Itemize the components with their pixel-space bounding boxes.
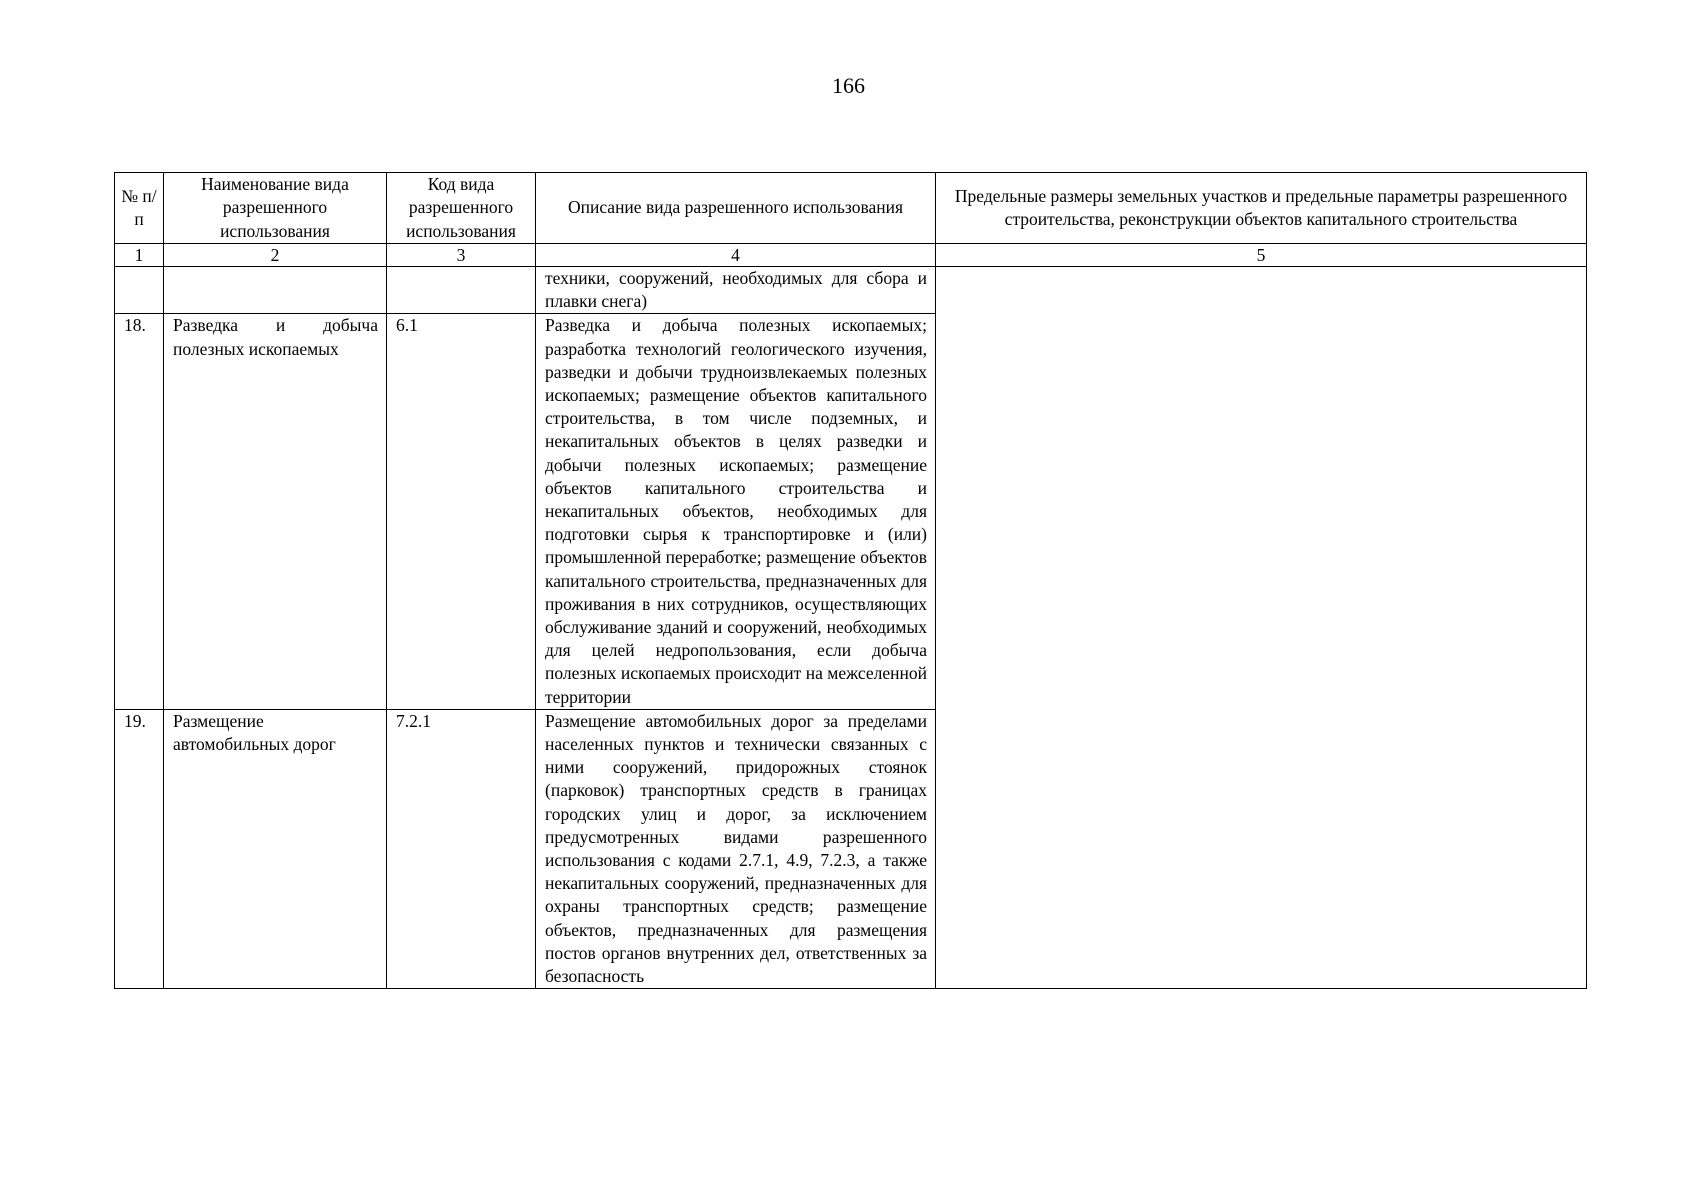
column-numbers-row — [115, 244, 1587, 267]
row-number-cell: 18. — [115, 314, 164, 709]
header-use-code: Код вида разрешенного использования — [387, 173, 536, 244]
use-code-cell: 6.1 — [387, 314, 536, 709]
limits-cell — [936, 267, 1587, 989]
permitted-use-table — [114, 172, 1587, 989]
use-description-cell: Размещение автомобильных дорог за пределами населенных пунктов и технически связанных с ними сооружений, придорожных стоянок (парковок) транспортных средств в границах городских улиц и дорог, за исключением предусмотренных видами разрешенного использования с кодами 2.7.1, 4.9, 7.2.3, а также некапитальных сооружений, предназначенных для охраны транспортных средств; размещение объектов, предназначенных для размещения постов органов внутренних дел, ответственных за безопасность — [536, 709, 936, 988]
column-number: 2 — [164, 244, 387, 267]
use-code-cell — [387, 267, 536, 314]
row-number-cell: 19. — [115, 709, 164, 988]
header-use-name: Наименование вида разрешенного использования — [164, 173, 387, 244]
column-number: 1 — [115, 244, 164, 267]
use-name-cell: Разведка и добыча полезных ископаемых — [164, 314, 387, 709]
use-description-cell: техники, сооружений, необходимых для сбора и плавки снега) — [536, 267, 936, 314]
table-header-row — [115, 173, 1587, 244]
page-number: 166 — [832, 73, 865, 98]
use-name-cell: Размещение автомобильных дорог — [164, 709, 387, 988]
column-number: 4 — [536, 244, 936, 267]
header-limits: Предельные размеры земельных участков и предельные параметры разрешенного строительства, реконструкции объектов капитального строительства — [936, 173, 1587, 244]
use-name-cell — [164, 267, 387, 314]
use-code-cell: 7.2.1 — [387, 709, 536, 988]
use-description-cell: Разведка и добыча полезных ископаемых; разработка технологий геологического изучения, разведки и добычи трудноизвлекаемых полезных ископаемых; размещение объектов капитального строительства, в том числе подземных, и некапитальных объектов в целях разведки и добычи полезных ископаемых; размещение объектов капитального строительства и некапитальных объектов, необходимых для подготовки сырья к транспортировке и (или) промышленной переработке; размещение объектов капитального строительства, предназначенных для проживания в них сотрудников, осуществляющих обслуживание зданий и сооружений, необходимых для целей недропользования, если добыча полезных ископаемых происходит на межселенной территории — [536, 314, 936, 709]
column-number: 3 — [387, 244, 536, 267]
column-number: 5 — [936, 244, 1587, 267]
table-row — [115, 267, 1587, 314]
row-number-cell — [115, 267, 164, 314]
header-number: № п/п — [115, 173, 164, 244]
header-use-description: Описание вида разрешенного использования — [536, 173, 936, 244]
